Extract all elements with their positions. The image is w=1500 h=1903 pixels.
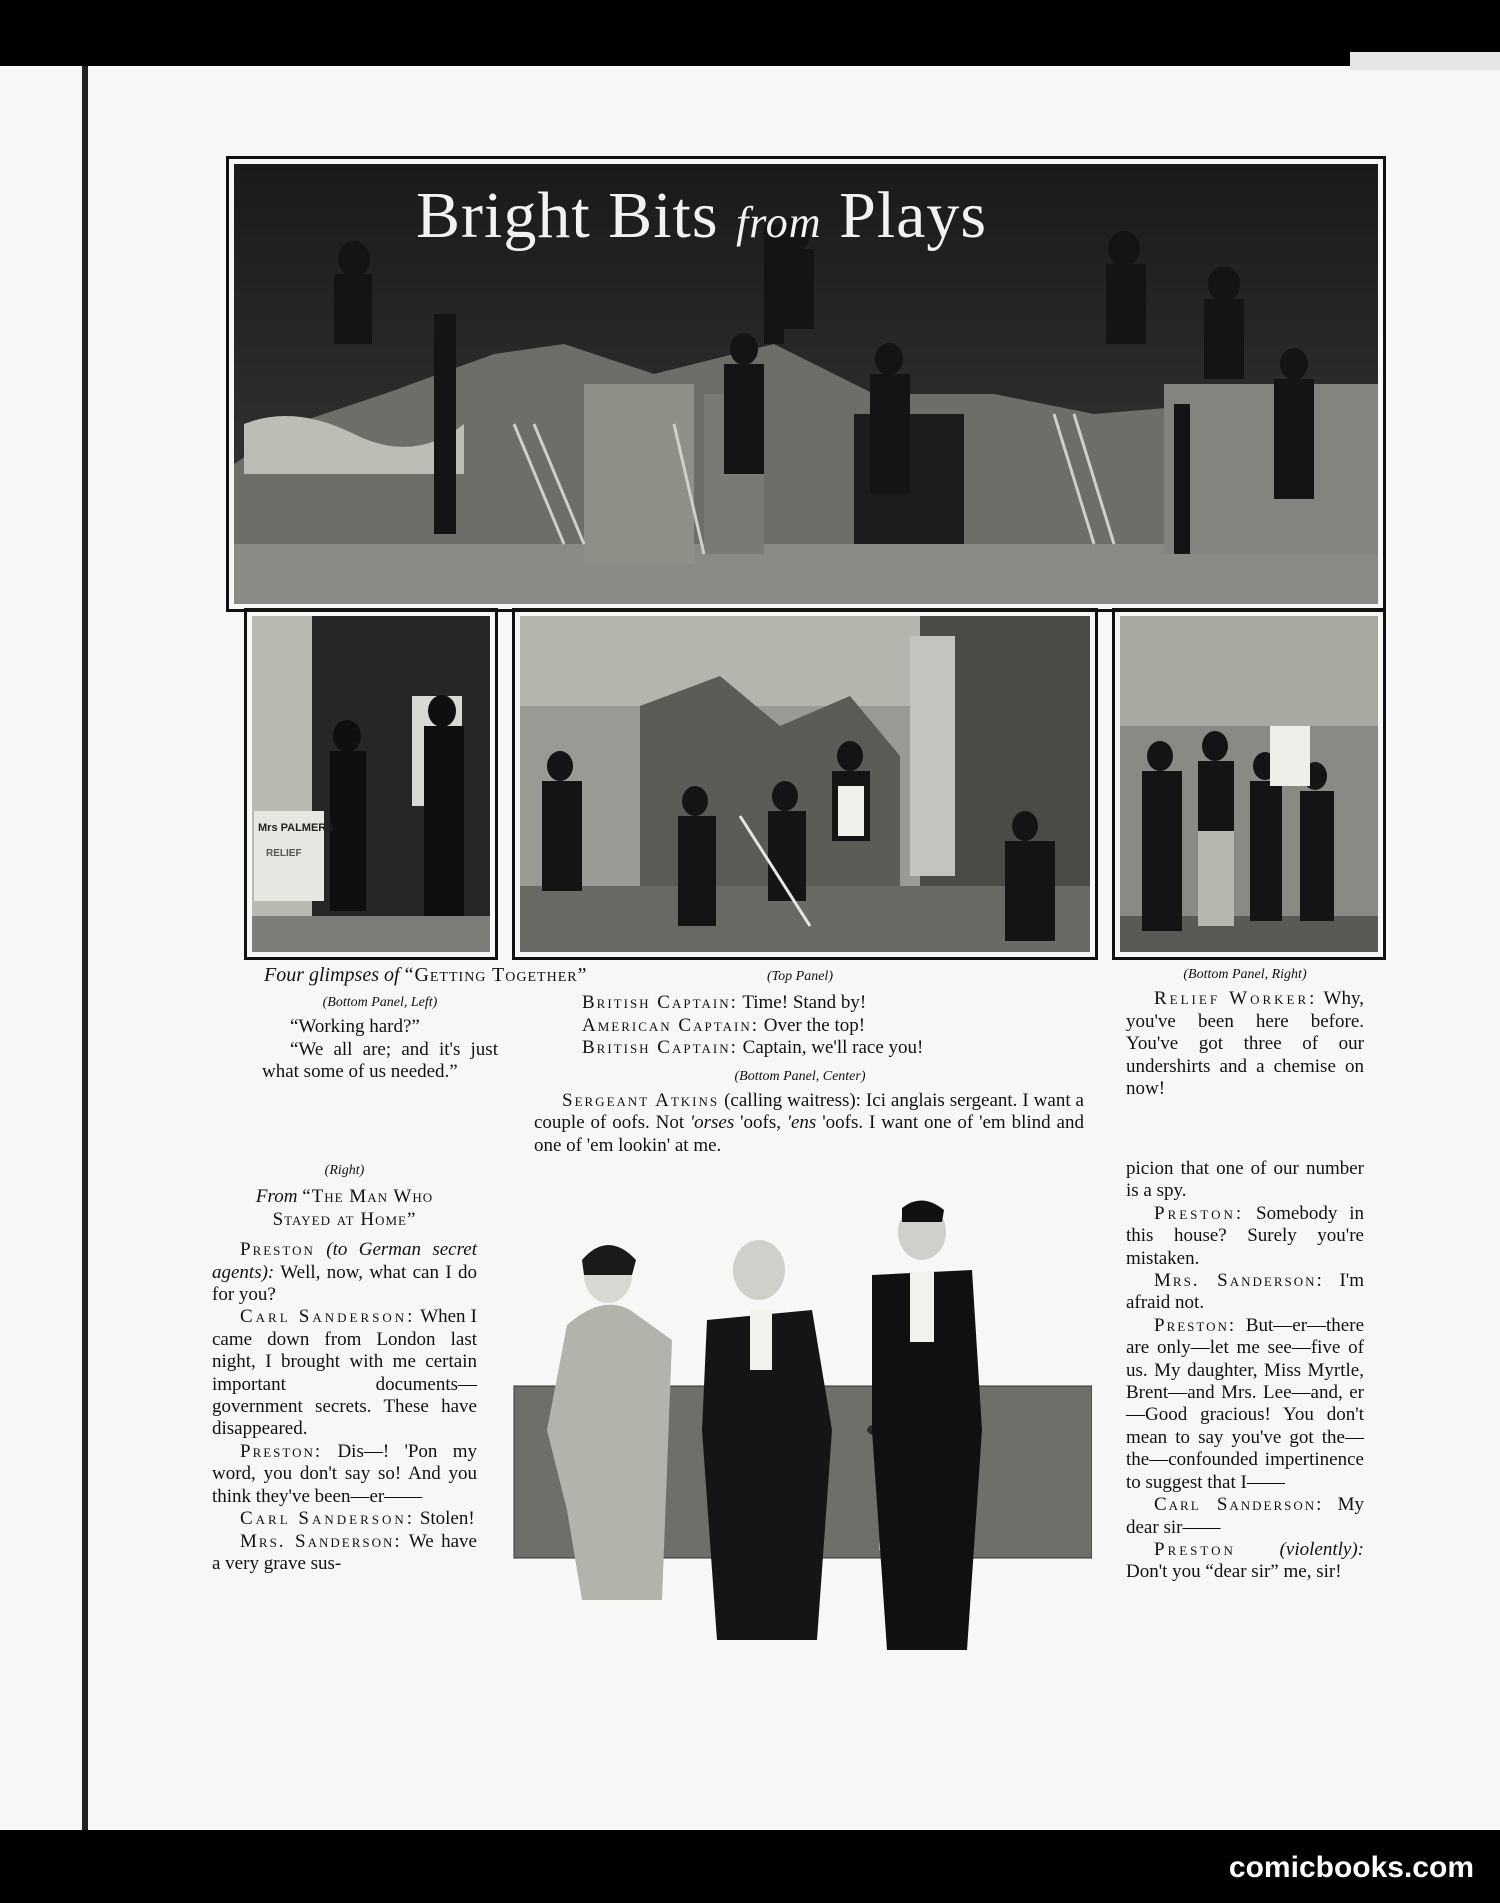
top-line-2 [582, 1015, 1085, 1037]
page-edge-tab [1350, 52, 1500, 70]
title-part2: Plays [821, 179, 988, 252]
bottom-center-text-c: 'oofs. I want one of 'em blind and one of 'em lookin' at me. [534, 1112, 1084, 1156]
cafe-scene-image [520, 616, 1090, 952]
bottom-center-orses: 'orses [690, 1112, 735, 1134]
col2-para-4 [1126, 1494, 1364, 1539]
top-line-2-text: Over the top! [763, 1014, 866, 1036]
col2-para-3 [1126, 1315, 1364, 1494]
man-who-stayed-heading [212, 1186, 477, 1208]
col2-para-5 [1126, 1539, 1364, 1584]
col1-para-2 [212, 1306, 477, 1440]
col2-para-5-text: Don't you “dear sir” me, sir! [1126, 1561, 1342, 1583]
col1-para-1-text: Well, now, what can I do for you? [212, 1261, 477, 1306]
sign-relief: RELIEF [266, 848, 302, 859]
col2-para-3-speaker: Preston: [1154, 1314, 1237, 1336]
top-panel-caption: (Top Panel) [767, 969, 833, 984]
bottom-center-text [534, 1090, 1084, 1157]
bottom-left-text [262, 992, 498, 1084]
col2-para-2-text: I'm afraid not. [1126, 1270, 1364, 1314]
top-line-1-speaker: British Captain: [582, 992, 738, 1014]
col2-para-1 [1126, 1203, 1364, 1270]
col2-para-5-speaker: Preston [1154, 1538, 1236, 1560]
drawing-room-image [512, 1180, 1092, 1650]
title-part1: Bright Bits [416, 179, 737, 252]
man-who-stayed-col1 [212, 1160, 477, 1575]
col1-para-3 [212, 1441, 477, 1508]
top-line-2-speaker: American Captain: [582, 1014, 759, 1036]
bottom-left-line1: “Working hard?” [290, 1016, 420, 1038]
man-who-stayed-play-line2: Stayed at Home” [272, 1208, 417, 1230]
bottom-left-photo [252, 616, 490, 952]
col1-para-5 [212, 1531, 477, 1576]
col1-para-2-speaker: Carl Sanderson: [240, 1306, 416, 1328]
col1-para-1-speaker: Preston [240, 1239, 315, 1261]
bottom-center-speaker: Sergeant Atkins [562, 1090, 720, 1111]
col1-para-4-text: Stolen! [415, 1508, 475, 1530]
col1-para-5-speaker: Mrs. Sanderson: [240, 1530, 402, 1552]
watermark: comicbooks.com [1228, 1851, 1474, 1884]
bottom-left-line2: “We all are; and it's just what some of us needed.” [262, 1038, 498, 1083]
col1-para-4-speaker: Carl Sanderson: [240, 1508, 416, 1530]
page-spine [82, 66, 88, 1830]
bottom-center-text-a: Ici anglais sergeant. I want a couple of oofs. Not [534, 1090, 1084, 1134]
bottom-left-caption: (Bottom Panel, Left) [322, 995, 438, 1010]
col2-para-2-speaker: Mrs. Sanderson: [1154, 1270, 1324, 1292]
bottom-right-dialogue [1126, 988, 1364, 1100]
col1-dialogue [212, 1239, 477, 1575]
relief-shop-image [1120, 616, 1378, 952]
col2-para-5-direction: (violently): [1279, 1538, 1364, 1560]
man-who-stayed-caption: (Right) [324, 1163, 365, 1178]
left-intro-play: “Getting Together” [404, 964, 588, 986]
bottom-center-photo [520, 616, 1090, 952]
bottom-right-photo [1120, 616, 1378, 952]
col1-para-3-speaker: Preston: [240, 1440, 323, 1462]
bottom-center-text-b: 'oofs, [734, 1112, 787, 1134]
bottom-right-speaker: Relief Worker: [1154, 988, 1318, 1010]
bottom-center-ens: 'ens [786, 1112, 817, 1134]
page-title [416, 178, 987, 254]
bottom-center-caption: (Bottom Panel, Center) [734, 1068, 866, 1084]
man-who-stayed-col2 [1126, 1158, 1364, 1584]
top-line-3-text: Captain, we'll race you! [742, 1037, 924, 1059]
col1-para-4 [212, 1508, 477, 1530]
top-panel-text [540, 966, 1085, 1088]
top-line-3-speaker: British Captain: [582, 1037, 738, 1059]
top-panel-dialogue [540, 992, 1085, 1059]
bottom-right-body: Why, you've been here before. You've got three of our undershirts and a chemise on now! [1126, 988, 1364, 1100]
col1-para-1-direction: (to German secret agents): [212, 1239, 478, 1283]
bottom-right-caption: (Bottom Panel, Right) [1183, 967, 1307, 982]
man-who-stayed-play-line1: “The Man Who [302, 1186, 434, 1208]
man-who-stayed-from: From [255, 1186, 298, 1208]
top-panel-photo [234, 164, 1378, 604]
col1-para-2-text: When I came down from London last night, I brought with me certain important documents—government secrets. These have disappeared. [212, 1306, 477, 1440]
man-who-stayed-photo [512, 1180, 1092, 1650]
col1-para-5-text: We have a very grave sus- [212, 1530, 477, 1574]
title-from: from [736, 198, 822, 247]
bottom-center-direction: (calling waitress): [724, 1090, 861, 1111]
street-scene-image [252, 616, 490, 952]
col2-para-4-speaker: Carl Sanderson: [1154, 1494, 1324, 1516]
sign-palmers: Mrs PALMERS [258, 822, 334, 834]
col2-para-1-speaker: Preston: [1154, 1202, 1245, 1224]
top-line-1-text: Time! Stand by! [742, 992, 867, 1014]
top-line-3 [582, 1037, 1085, 1059]
col1-para-1 [212, 1239, 477, 1306]
col2-para-4-text: My dear sir—— [1126, 1494, 1364, 1538]
col2-para-3-text: But—er—there are only—let me see—five of us. My daughter, Miss Myrtle, Brent—and Mrs. Lee—and, er—Good gracious! You don't mean to say you've got the—the—confounded impertinence to suggest that I—— [1126, 1314, 1364, 1493]
col2-continuation: picion that one of our number is a spy. [1126, 1158, 1364, 1202]
col1-para-3-text: Dis—! 'Pon my word, you don't say so! And you think they've been—er—— [212, 1440, 477, 1507]
left-intro-prefix: Four glimpses of [264, 964, 405, 986]
bottom-right-text [1126, 964, 1364, 1100]
col2-para-2 [1126, 1270, 1364, 1315]
top-line-1 [582, 992, 1085, 1014]
col2-para-1-text: Somebody in this house? Surely you're mistaken. [1126, 1202, 1364, 1269]
